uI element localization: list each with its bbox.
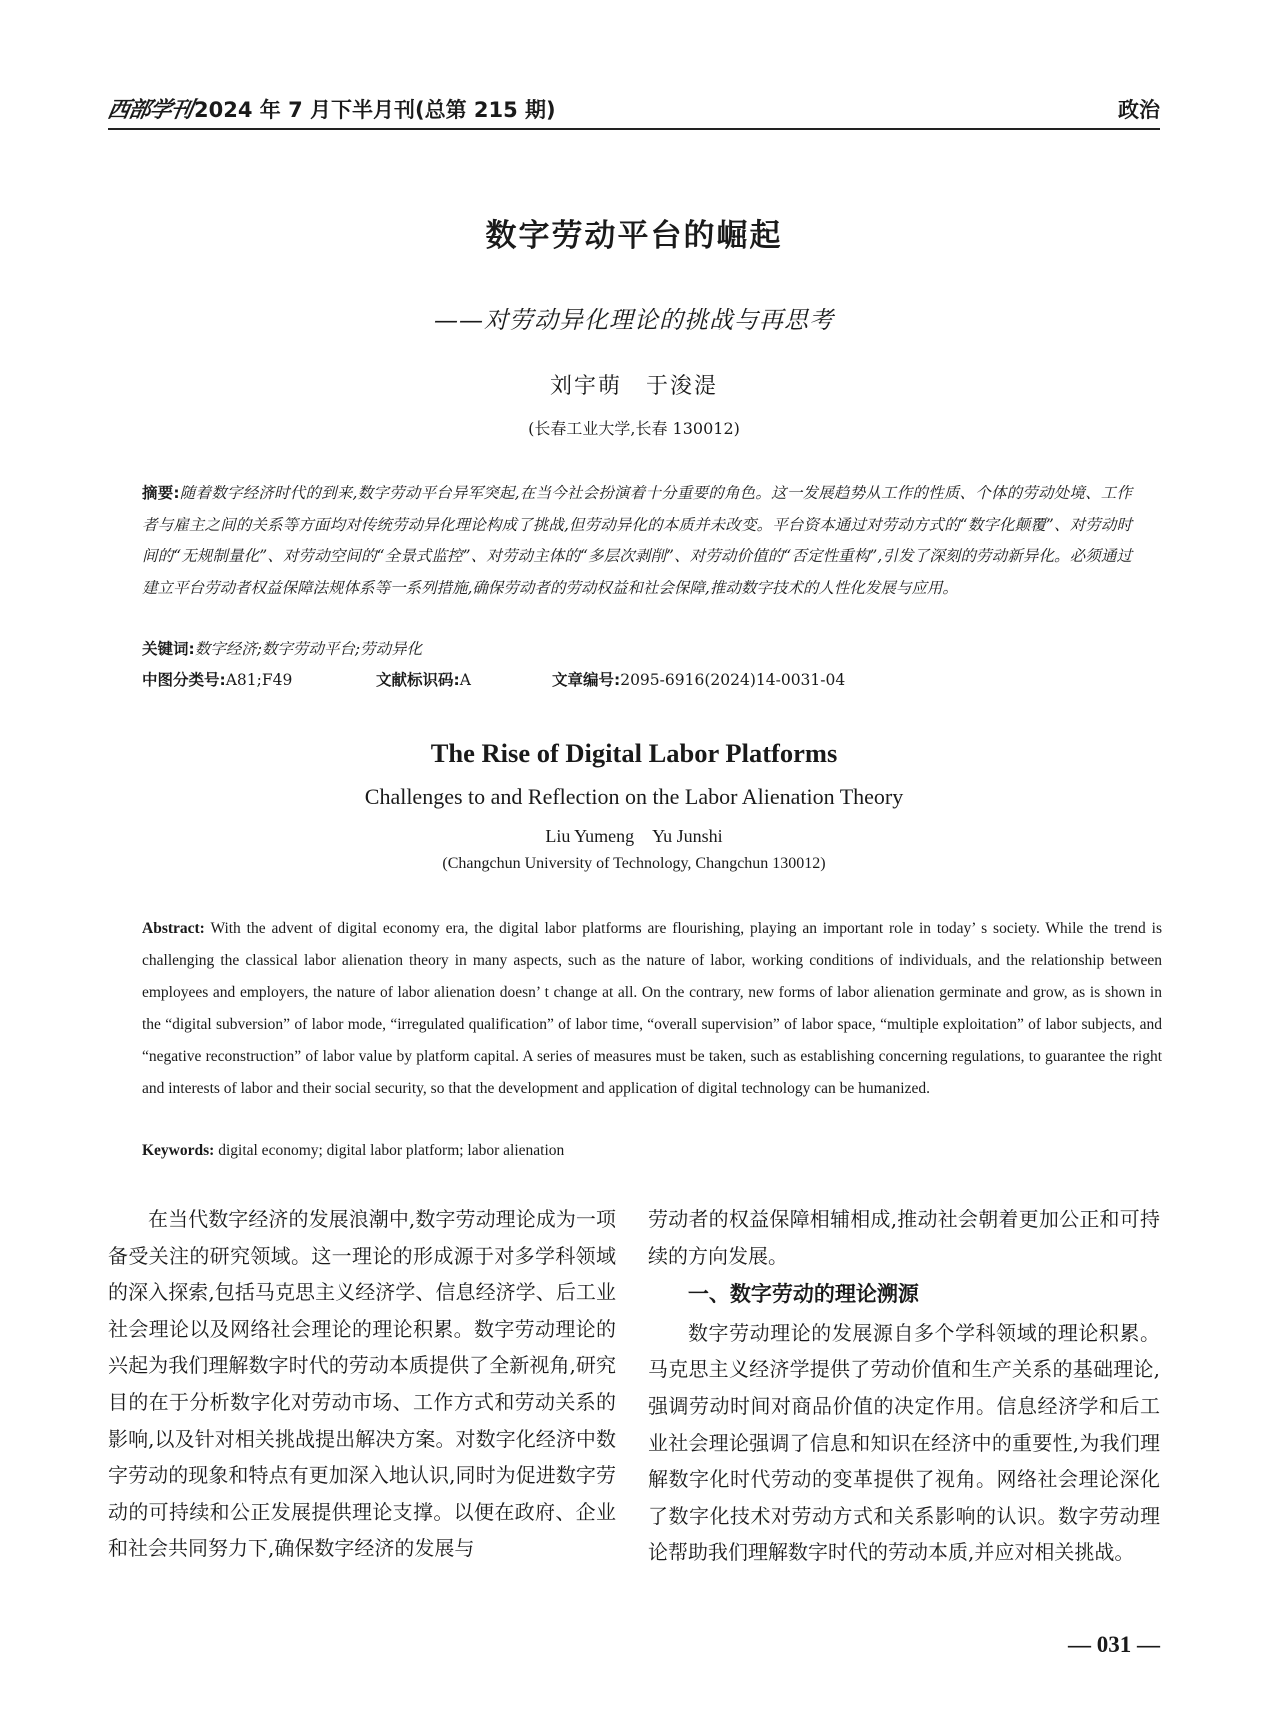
doc-code-label: 文献标识码:	[376, 671, 460, 689]
journal-info	[105, 93, 556, 124]
page-number: — 031 —	[1068, 1632, 1160, 1657]
abstract-cn-text: 随着数字经济时代的到来,数字劳动平台异军突起,在当今社会扮演着十分重要的角色。这一发展趋势从工作的性质、个体的劳动处境、工作者与雇主之间的关系等方面均对传统劳动异化理论构成了挑战,但劳动异化的本质并未改变。平台资本通过对劳动方式的“数字化颠覆”、对劳动时间的“无规制量化”、对劳动空间的“全景式监控”、对劳动主体的“多层次剥削”、对劳动价值的“否定性重构”,引发了深刻的劳动新异化。必须通过建立平台劳动者权益保障法规体系等一系列措施,确保劳动者的劳动权益和社会保障,推动数字技术的人性化发展与应用。	[142, 484, 1133, 597]
authors-cn: 刘宇萌 于浚湜	[549, 374, 718, 399]
keywords-en-text: digital economy; digital labor platform; labor alienation	[218, 1142, 565, 1159]
article-no-label: 文章编号:	[552, 671, 621, 689]
affiliation-en: (Changchun University of Technology, Changchun 130012)	[442, 855, 826, 872]
journal-logo: 西部学刊	[105, 97, 195, 123]
authors-en: Liu Yumeng Yu Junshi	[545, 826, 723, 846]
classification-line	[142, 668, 1132, 690]
body-column-right	[648, 1201, 1160, 1571]
keywords-cn	[142, 637, 1132, 659]
article-subtitle-cn: ——对劳动异化理论的挑战与再思考	[434, 306, 834, 334]
doc-code-value: A	[459, 671, 471, 689]
abstract-en-label: Abstract:	[142, 920, 205, 937]
body-column-left	[108, 1201, 616, 1567]
doc-code-field	[376, 668, 552, 690]
affiliation-cn: (长春工业大学,长春 130012)	[528, 419, 740, 438]
section-name: 政治	[1118, 98, 1160, 122]
keywords-cn-label: 关键词:	[142, 640, 195, 658]
article-no-value: 2095-6916(2024)14-0031-04	[620, 671, 846, 689]
article-title-en: The Rise of Digital Labor Platforms	[430, 738, 838, 768]
article-title-cn: 数字劳动平台的崛起	[485, 218, 783, 254]
section-heading-1: 一、数字劳动的理论溯源	[687, 1282, 919, 1307]
body-paragraph-section1: 数字劳动理论的发展源自多个学科领域的理论积累。马克思主义经济学提供了劳动价值和生产关系的基础理论,强调劳动时间对商品价值的决定作用。信息经济学和后工业社会理论强调了信息和知识在经济中的重要性,为我们理解数字化时代劳动的变革提供了视角。网络社会理论深化了数字化技术对劳动方式和关系影响的认识。数字劳动理论帮助我们理解数字时代的劳动本质,并应对相关挑战。	[648, 1320, 1160, 1565]
abstract-cn-label: 摘要:	[142, 484, 180, 502]
body-paragraph-continuation: 劳动者的权益保障相辅相成,推动社会朝着更加公正和可持续的方向发展。	[648, 1207, 1160, 1268]
clc-label: 中图分类号:	[142, 671, 226, 689]
clc-value: A81;F49	[225, 671, 293, 689]
keywords-en-label: Keywords:	[142, 1142, 215, 1159]
article-no-field	[552, 668, 845, 690]
keywords-cn-text: 数字经济;数字劳动平台;劳动异化	[194, 640, 423, 658]
journal-issue: 2024 年 7 月下半月刊(总第 215 期)	[194, 98, 556, 122]
keywords-en	[142, 1142, 1162, 1160]
article-subtitle-en: Challenges to and Reflection on the Labor Alienation Theory	[364, 784, 904, 809]
abstract-cn	[142, 478, 1132, 604]
abstract-en	[142, 913, 1162, 1105]
clc-field	[142, 668, 376, 690]
abstract-en-text: With the advent of digital economy era, the digital labor platforms are flourishing, playing an important role in today’ s society. While the trend is challenging the classical labor alienation theory in many aspects, such as the nature of labor, working conditions of individuals, and the relationship between employees and employers, the nature of labor alienation doesn’ t change at all. On the contrary, new forms of labor alienation germinate and grow, as is shown in the “digital subversion” of labor mode, “irregulated qualification” of labor time, “overall supervision” of labor space, “multiple exploitation” of labor subjects, and “negative reconstruction” of labor value by platform capital. A series of measures must be taken, such as establishing concerning regulations, to guarantee the right and interests of labor and their social security, so that the development and application of digital technology can be humanized.	[142, 920, 1162, 1097]
body-paragraph-intro: 在当代数字经济的发展浪潮中,数字劳动理论成为一项备受关注的研究领域。这一理论的形成源于对多学科领域的深入探索,包括马克思主义经济学、信息经济学、后工业社会理论以及网络社会理论的理论积累。数字劳动理论的兴起为我们理解数字时代的劳动本质提供了全新视角,研究目的在于分析数字化对劳动市场、工作方式和劳动关系的影响,以及针对相关挑战提出解决方案。对数字化经济中数字劳动的现象和特点有更加深入地认识,同时为促进数字劳动的可持续和公正发展提供理论支撑。以便在政府、企业和社会共同努力下,确保数字经济的发展与	[108, 1207, 616, 1561]
running-header	[105, 88, 1160, 130]
